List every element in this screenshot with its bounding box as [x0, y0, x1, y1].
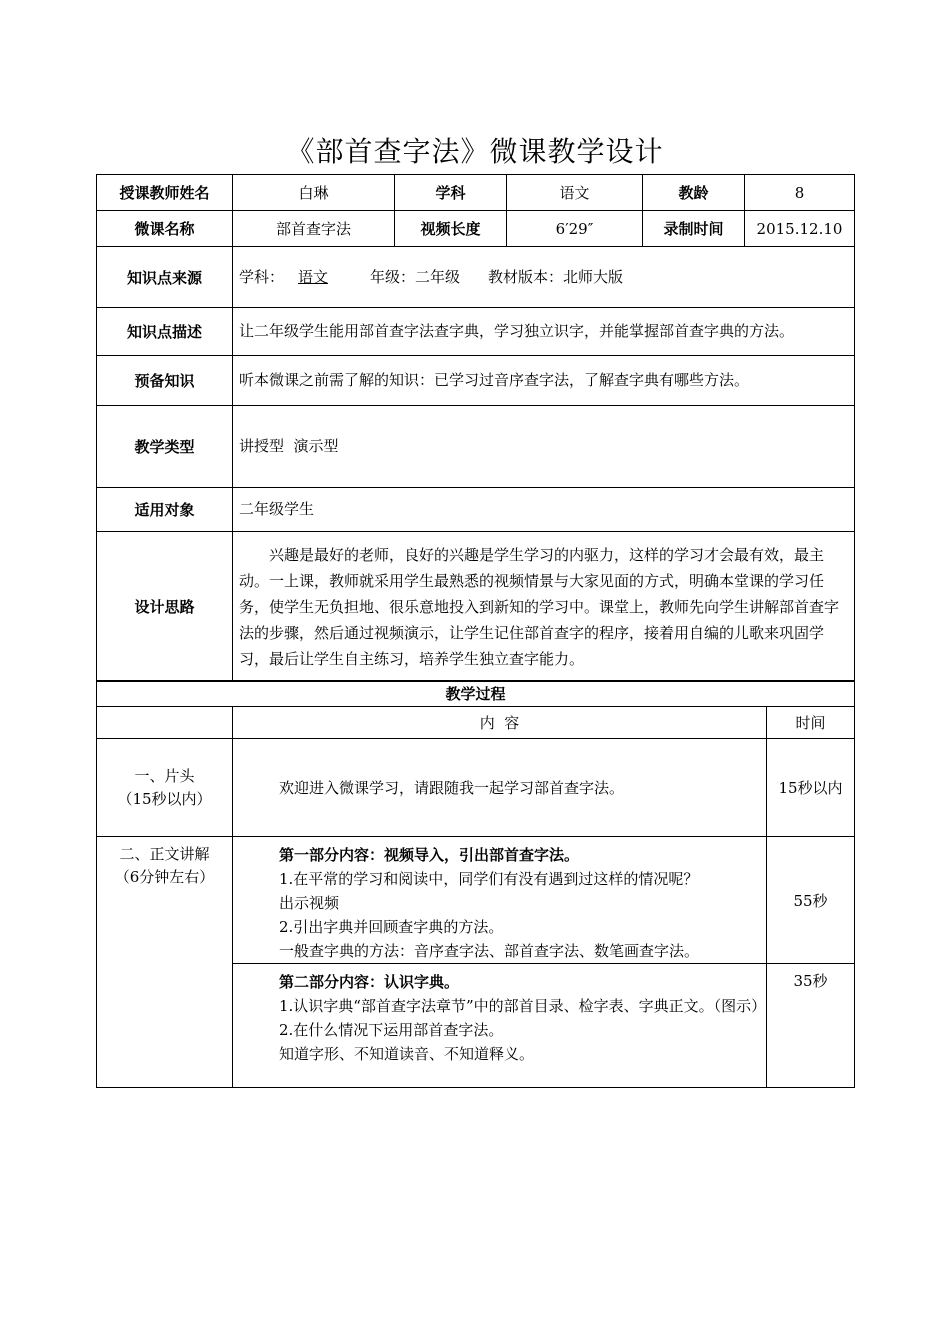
subject-label: 学科	[395, 175, 507, 211]
stage-1-title: 一、片头	[134, 766, 195, 785]
part-1-title: 第一部分内容：视频导入，引出部首查字法。	[279, 846, 580, 864]
course-value: 部首查字法	[233, 211, 395, 247]
teacher-value: 白琳	[233, 175, 395, 211]
part-2-line-3: 知道字形、不知道读音、不知道释义。	[279, 1045, 535, 1063]
stage-1-label	[97, 739, 233, 837]
stage-2-title: 二、正文讲解	[119, 845, 210, 863]
part-2-content	[233, 964, 767, 1088]
source-subject-prefix: 学科：	[239, 267, 285, 286]
source-edition: 教材版本：北师大版	[488, 267, 624, 286]
part-1-time: 55秒	[767, 837, 855, 964]
stage-2-duration: （6分钟左右）	[114, 868, 215, 886]
years-value: 8	[745, 175, 855, 211]
type-label: 教学类型	[97, 406, 233, 488]
part-1-content	[233, 837, 767, 964]
part-2-line-1: 1.认识字典“部首查字法章节”中的部首目录、检字表、字典正文。（图示）	[279, 997, 767, 1015]
source-subject-value: 语文	[298, 267, 329, 286]
part-1-line-3: 2.引出字典并回顾查字典的方法。	[279, 918, 504, 936]
process-col-time: 时间	[767, 707, 855, 739]
length-label: 视频长度	[395, 211, 507, 247]
design-text: 兴趣是最好的老师，良好的兴趣是学生学习的内驱力，这样的学习才会最有效，最主动。一上课，教师就采用学生最熟悉的视频情景与大家见面的方式，明确本堂课的学习任务，使学生无负担地、很乐意地投入到新知的学习中。课堂上，教师先向学生讲解部首查字法的步骤，然后通过视频演示，让学生记住部首查字的程序，接着用自编的儿歌来巩固学习，最后让学生自主练习，培养学生独立查字能力。	[233, 532, 855, 682]
desc-label: 知识点描述	[97, 308, 233, 356]
source-grade: 年级：二年级	[370, 267, 461, 286]
prereq-label: 预备知识	[97, 356, 233, 406]
part-1-line-2: 出示视频	[279, 894, 340, 912]
part-2-time: 35秒	[767, 964, 855, 1088]
subject-value: 语文	[507, 175, 643, 211]
process-col-content: 内 容	[233, 707, 767, 739]
stage-1-duration: （15秒以内）	[117, 789, 212, 808]
source-label: 知识点来源	[97, 247, 233, 308]
info-table	[96, 174, 855, 682]
process-heading: 教学过程	[97, 681, 855, 707]
process-table	[96, 680, 855, 1088]
part-2-line-2: 2.在什么情况下运用部首查字法。	[279, 1021, 504, 1039]
document-title: 《部首查字法》微课教学设计	[286, 135, 664, 168]
stage-2-label	[97, 837, 233, 1088]
part-1-line-1: 1.在平常的学习和阅读中，同学们有没有遇到过这样的情况呢？	[279, 870, 699, 888]
design-label: 设计思路	[97, 532, 233, 682]
course-label: 微课名称	[97, 211, 233, 247]
desc-text: 让二年级学生能用部首查字法查字典，学习独立识字，并能掌握部首查字典的方法。	[233, 308, 855, 356]
stage-1-time: 15秒以内	[767, 739, 855, 837]
prereq-text: 听本微课之前需了解的知识：已学习过音序查字法，了解查字典有哪些方法。	[233, 356, 855, 406]
type-text: 讲授型 演示型	[233, 406, 855, 488]
years-label: 教龄	[643, 175, 745, 211]
source-value	[233, 247, 855, 308]
date-label: 录制时间	[643, 211, 745, 247]
date-value: 2015.12.10	[745, 211, 855, 247]
length-value: 6′29″	[507, 211, 643, 247]
stage-1-text: 欢迎进入微课学习，请跟随我一起学习部首查字法。	[233, 739, 767, 837]
part-2-title: 第二部分内容：认识字典。	[279, 973, 460, 991]
audience-label: 适用对象	[97, 488, 233, 532]
part-1-line-4: 一般查字典的方法：音序查字法、部首查字法、数笔画查字法。	[279, 942, 700, 960]
audience-text: 二年级学生	[233, 488, 855, 532]
teacher-label: 授课教师姓名	[97, 175, 233, 211]
